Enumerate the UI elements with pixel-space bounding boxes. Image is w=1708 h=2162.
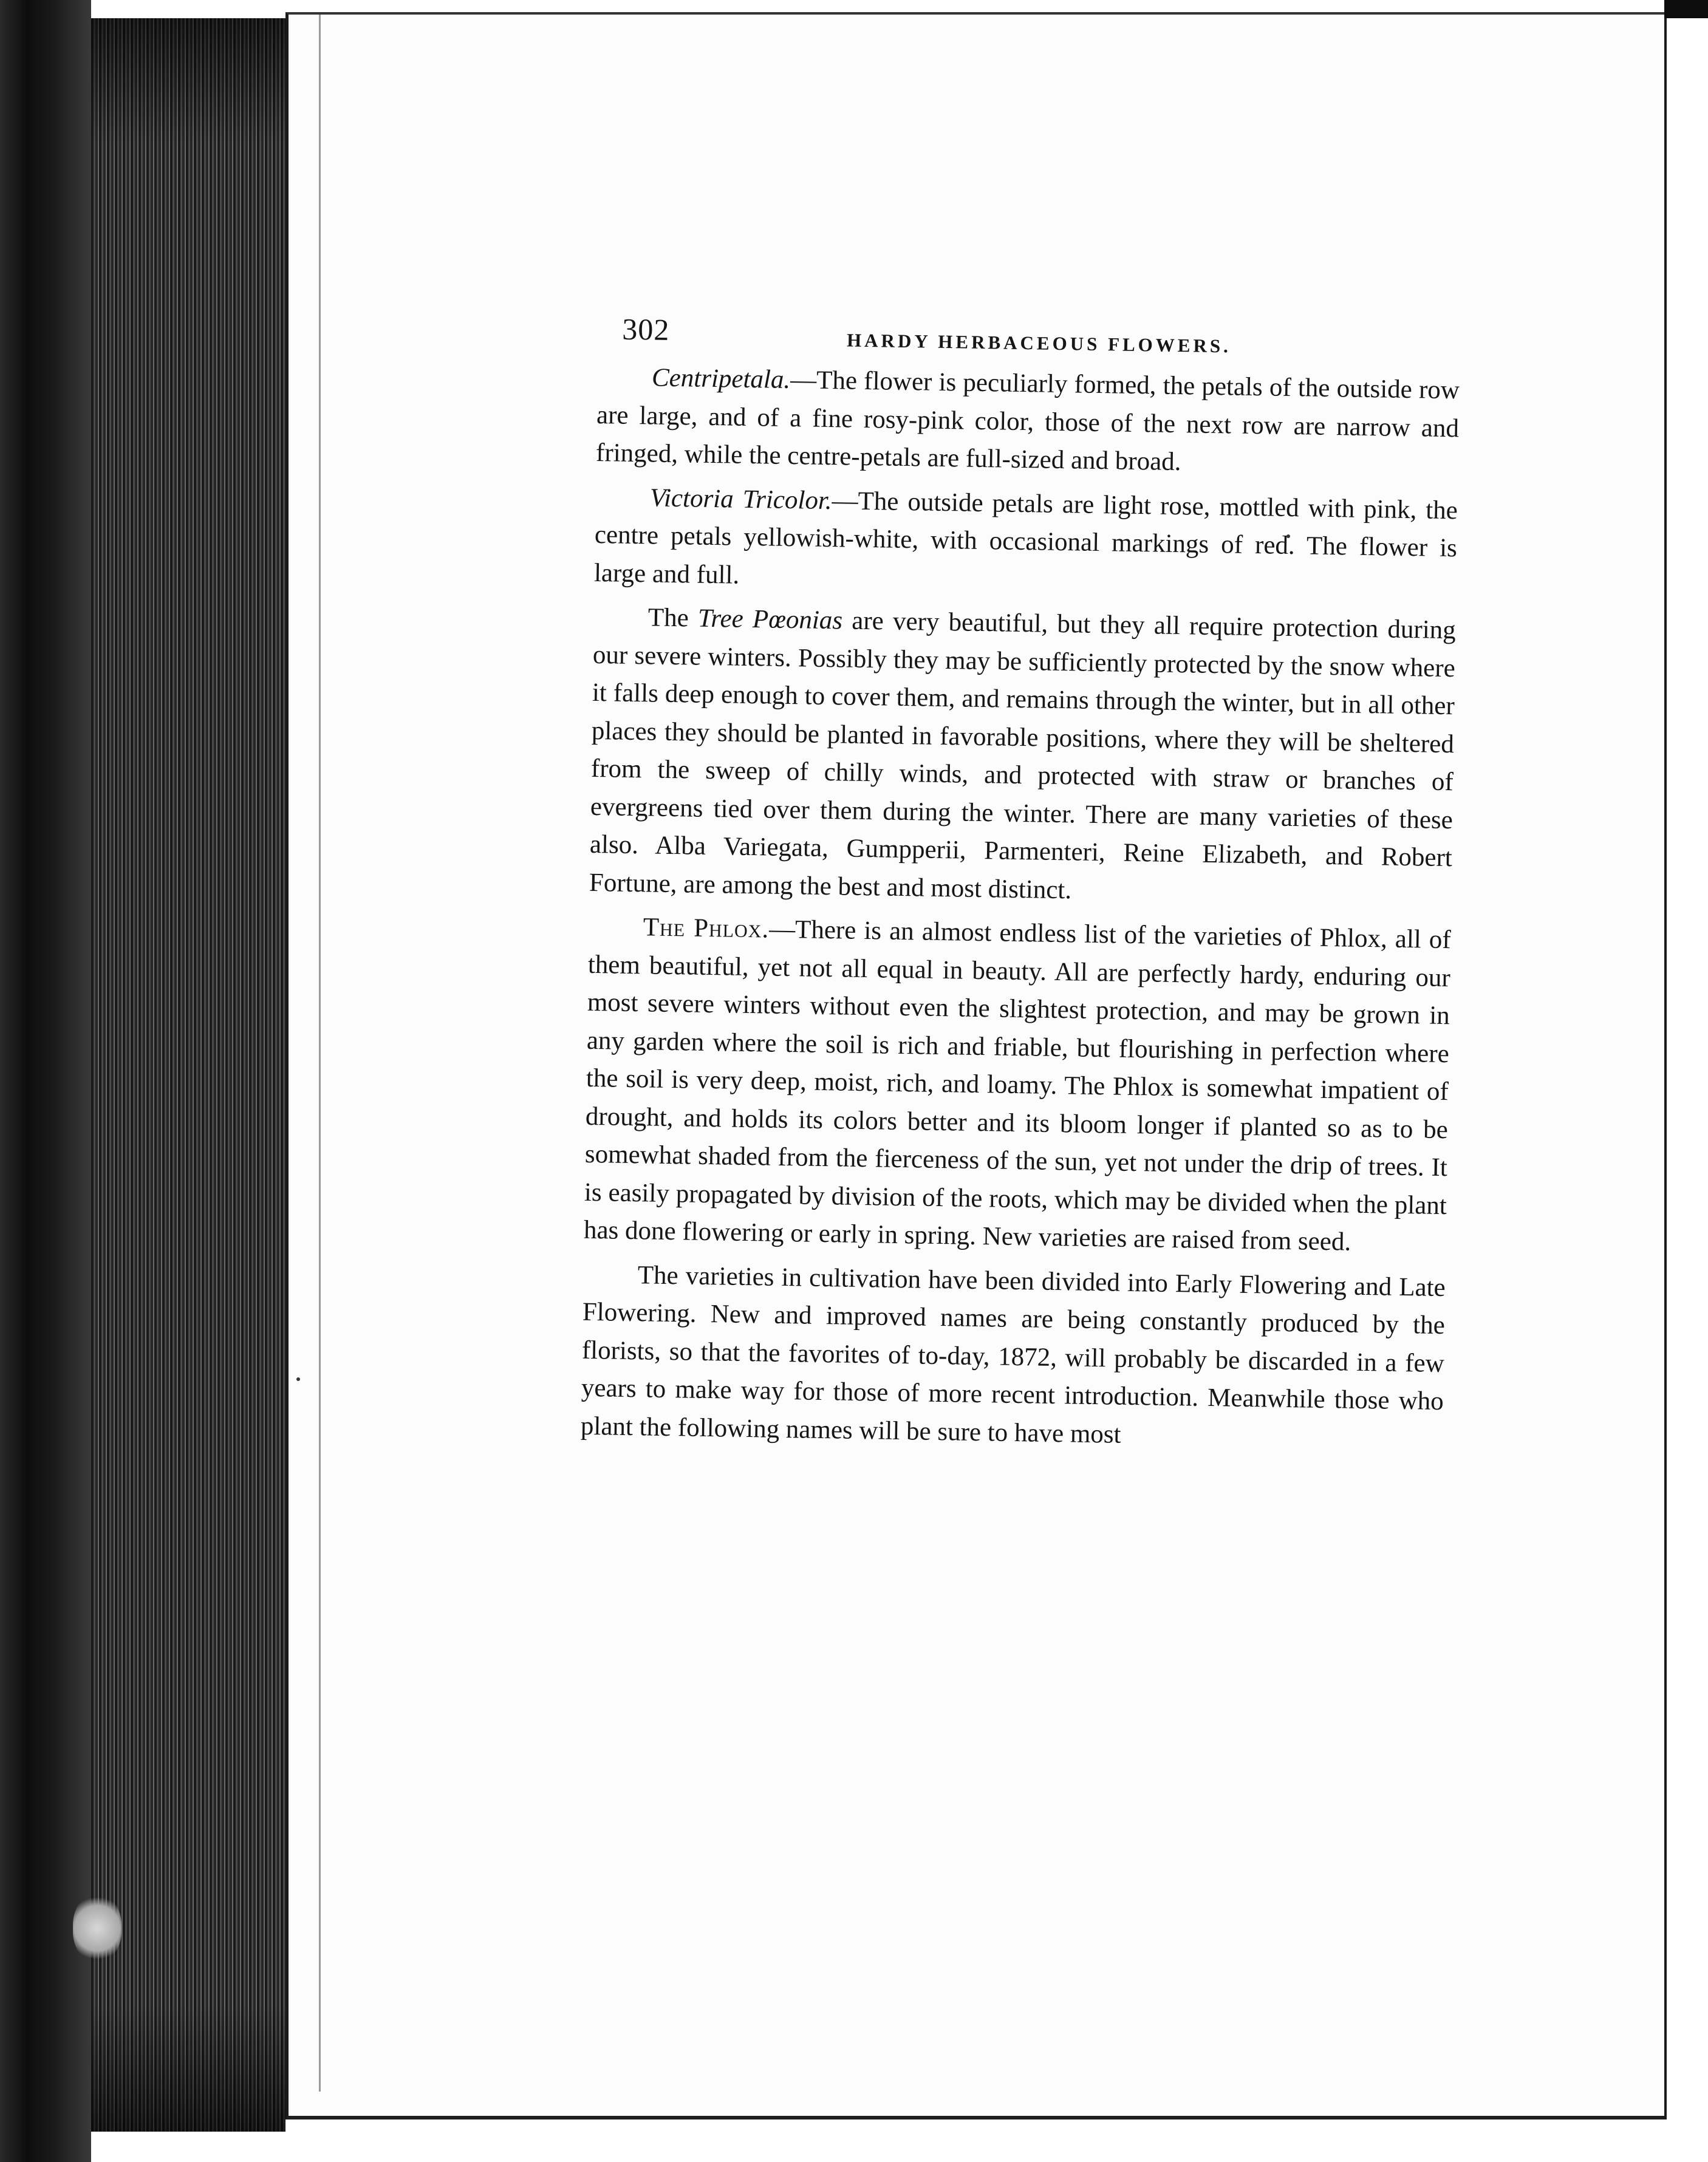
- section-heading: The Phlox.: [643, 913, 770, 944]
- page-number: 302: [621, 312, 670, 347]
- paragraph-text: —The flower is peculiarly formed, the petals of the outside row are large, and of a fine rosy-pink color, those of the next row are narrow and fringed, while the centre-petals are full-sized and broad.: [595, 365, 1460, 477]
- text-block: [580, 304, 1460, 1459]
- paragraph-text: —There is an almost endless list of the varieties of Phlox, all of them beautiful, yet not all equal in beauty. All are perfectly hardy, enduring our most severe winters without even the slightest protection, and may be grown in any garden where the soil is rich and friable, but flourishing in perfection where the soil is very deep, moist, rich, and loamy. The Phlox is somewhat impatient of drought, and holds its colors better and its bloom longer if planted so as to be somewhat shaded from the fierceness of the sun, yet not under the drip of trees. It is easily propagated by division of the roots, which may be divided when the plant has done flowering or early in spring. New varieties are raised from seed.: [583, 915, 1452, 1257]
- paragraph-phlox: [584, 908, 1452, 1263]
- ink-speck: [296, 1377, 300, 1381]
- bottom-margin: [285, 2119, 1708, 2162]
- running-title: HARDY HERBACEOUS FLOWERS.: [846, 329, 1232, 357]
- paragraph-text: The varieties in cultivation have been divided into Early Flowering and Late Flowering. New and improved names are being constantly produced by the florists, so that the favorites of to-day, 1872, will probably be discarded in a few years to make way for those of more recent introduction. Meanwhile those who plant the following names will be sure to have most: [580, 1260, 1446, 1449]
- paragraph-tree-paeonias: [589, 598, 1457, 915]
- paragraph-centripetala: [596, 358, 1460, 486]
- facing-page-edge: [1664, 18, 1708, 2119]
- book-spine: [0, 0, 91, 2162]
- variety-name: Tree Pœonias: [697, 604, 843, 635]
- paragraph-prefix: The: [647, 603, 699, 633]
- paper-smudge: [73, 1895, 121, 1962]
- paragraph-text: are very beautiful, but they all require protection during our severe winters. Possibly they may be sufficiently protected by the snow where it falls deep enough to cover them, and remains through the winter, but in all other places they should be planted in favorable positions, where they will be sheltered from the sweep of chilly winds, and protected with straw or branches of evergreens tied over them during the winter. There are many varieties of these also. Alba Variegata, Gumpperii, Parmenteri, Reine Elizabeth, and Robert Fortune, are among the best and most distinct.: [589, 606, 1457, 904]
- paragraph-text: —The outside petals are light rose, mottled with pink, the centre petals yellowish-white, with occasional markings of red. The flower is large and full.: [593, 486, 1458, 590]
- variety-name: Victoria Tricolor.: [649, 483, 832, 515]
- paragraph-varieties: [580, 1255, 1446, 1459]
- page-fold-line: [319, 15, 321, 2092]
- variety-name: Centripetala.: [651, 363, 791, 394]
- page-edges: [91, 18, 292, 2132]
- paragraph-victoria-tricolor: [594, 478, 1458, 605]
